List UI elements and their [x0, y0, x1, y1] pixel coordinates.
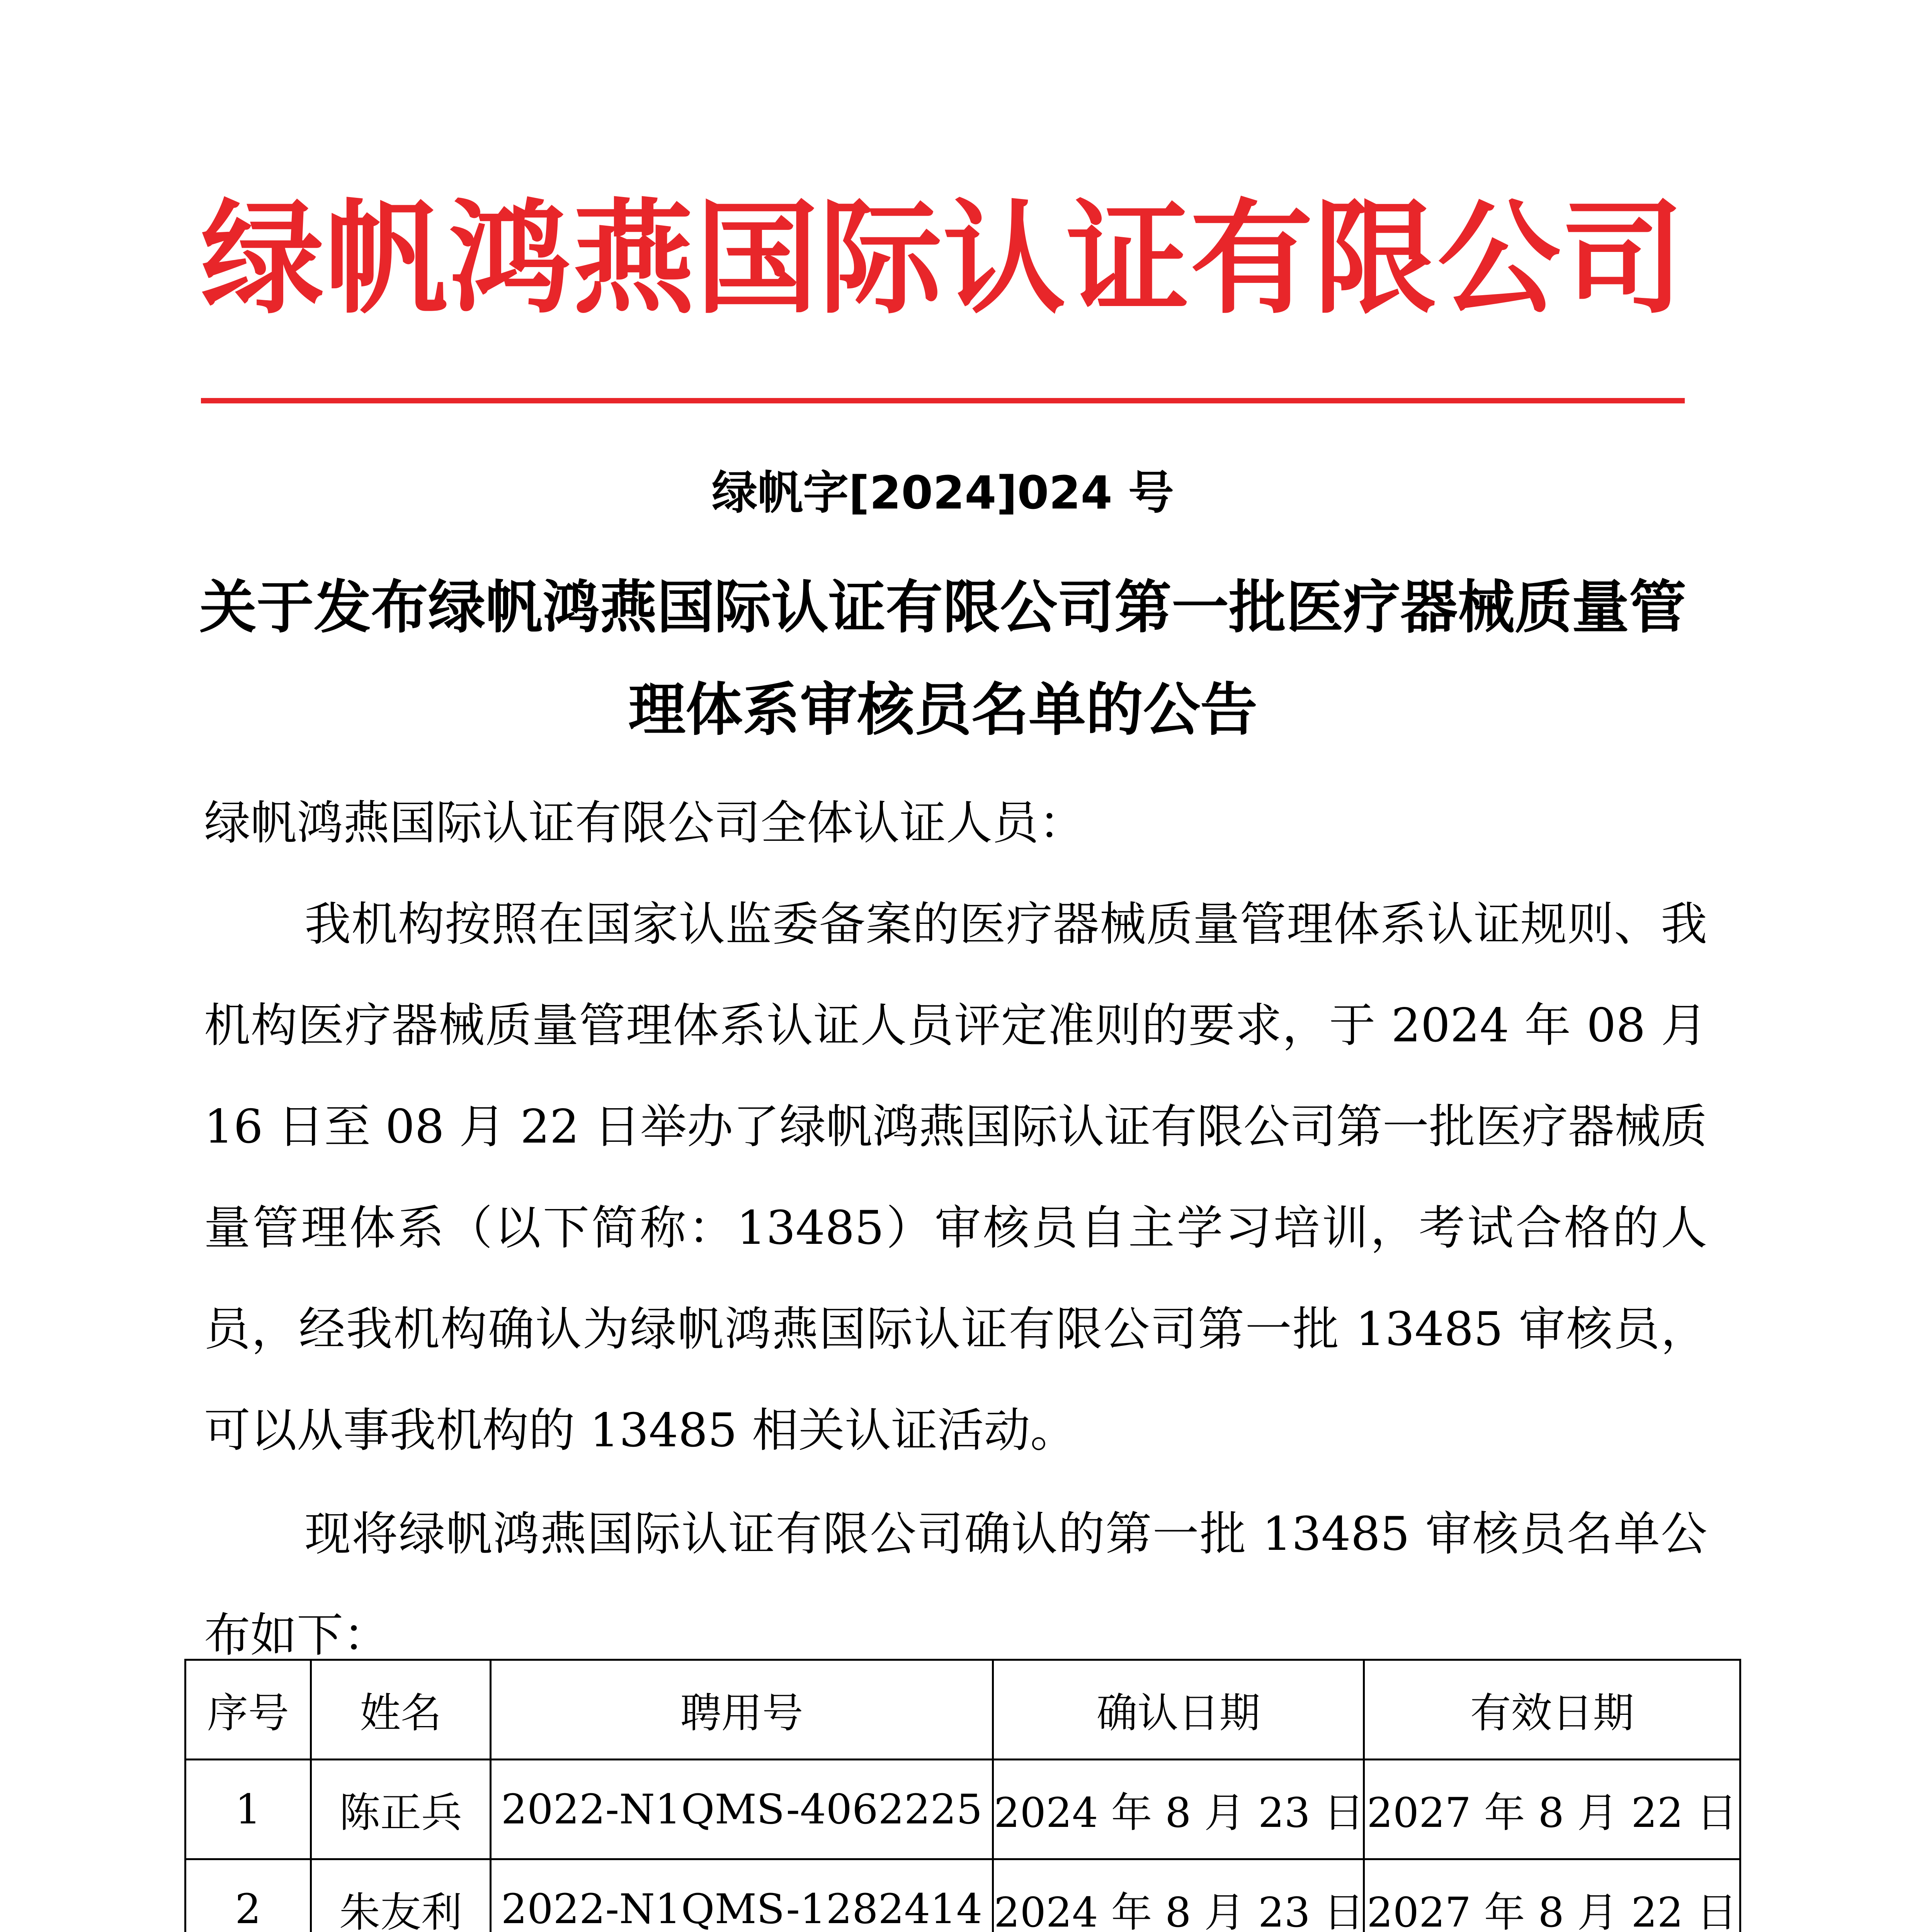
column-header-name: 姓名: [311, 1660, 491, 1760]
document-number: 绿帆字[2024]024 号: [712, 466, 1174, 519]
body-paragraph-2: 现将绿帆鸿燕国际认证有限公司确认的第一批 13485 审核员名单公布如下：: [204, 1507, 1707, 1662]
table-row: [185, 1760, 1740, 1859]
table-header-row: [185, 1660, 1740, 1760]
table-row: [185, 1859, 1740, 1932]
column-header-index: 序号: [185, 1660, 311, 1760]
body-paragraph-1: 我机构按照在国家认监委备案的医疗器械质量管理体系认证规则、我机构医疗器械质量管理体系认证人员评定准则的要求，于 2024 年 08 月 16 日至 08 月 22 日举办了绿帆鸿燕国际认证有限公司第一批医疗器械质量管理体系（以下简称：13485）审核员自主学习培训，考试合格的人员，经我机构确认为绿帆鸿燕国际认证有限公司第一批 13485 审核员，可以从事我机构的 13485 相关认证活动。: [204, 898, 1707, 1458]
cell-name: 陈正兵: [311, 1760, 491, 1859]
cell-employment-no: 2022-N1QMS-4062225: [491, 1760, 993, 1859]
letterhead-divider: [201, 398, 1685, 403]
column-header-employment-no: 聘用号: [491, 1660, 993, 1760]
cell-index: 1: [185, 1760, 311, 1859]
salutation: 绿帆鸿燕国际认证有限公司全体认证人员：: [204, 796, 1085, 850]
auditor-roster-table: [184, 1659, 1741, 1932]
cell-confirm-date: 2024 年 8 月 23 日: [993, 1859, 1364, 1932]
cell-valid-date: 2027 年 8 月 22 日: [1364, 1859, 1740, 1932]
cell-valid-date: 2027 年 8 月 22 日: [1364, 1760, 1740, 1859]
cell-index: 2: [185, 1859, 311, 1932]
cell-name: 朱友利: [311, 1859, 491, 1932]
notice-title: 关于发布绿帆鸿燕国际认证有限公司第一批医疗器械质量管理体系审核员名单的公告: [199, 574, 1686, 743]
column-header-confirm-date: 确认日期: [993, 1660, 1364, 1760]
column-header-valid-date: 有效日期: [1364, 1660, 1740, 1760]
cell-confirm-date: 2024 年 8 月 23 日: [993, 1760, 1364, 1859]
cell-employment-no: 2022-N1QMS-1282414: [491, 1859, 993, 1932]
organization-letterhead: 绿帆鸿燕国际认证有限公司: [201, 187, 1685, 330]
